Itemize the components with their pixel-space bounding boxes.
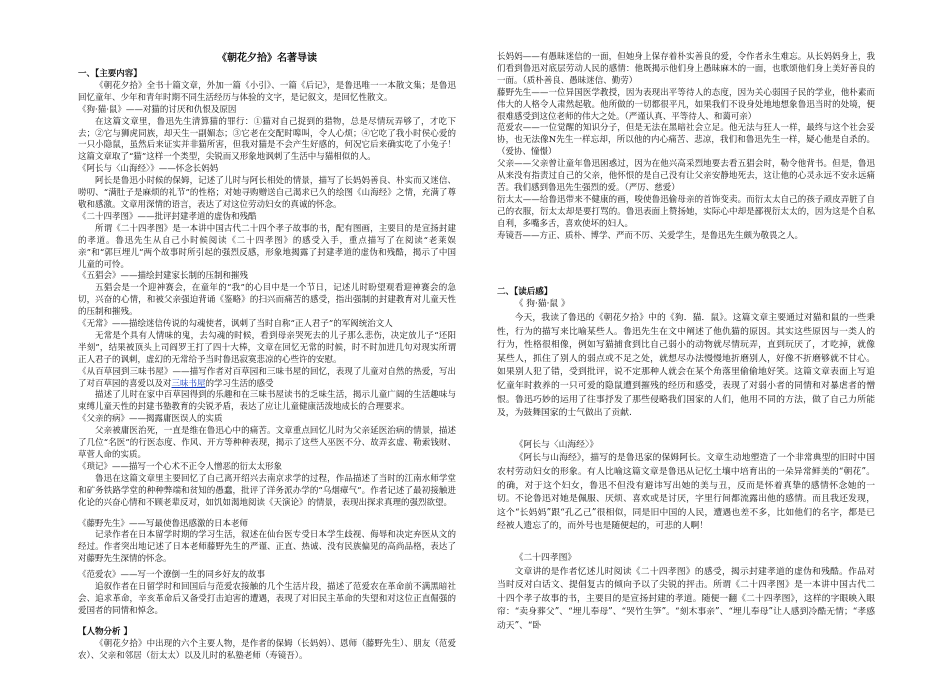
spacer — [78, 510, 456, 519]
essay-body-achang: 《阿长与山海经》，描写的是鲁迅家的保姆阿长。文章生动地塑造了一个非常典型的旧时中国农村劳动妇女的形象。有人比喻这篇文章是鲁迅从记忆土壤中培育出的一朵异常鲜美的“朝花”。的确，对于这个妇女，鲁迅不但没有避讳写出她的美与丑，反而是怀着真挚的感情怀念她的一切。不论鲁迅对她是佩服、厌烦、喜欢或是讨厌，字里行间都流露出他的感情。而且我还发现，这个“长妈妈”跟“孔乙己”很相似，同是旧中国的人民，遭遇也差不多，比如他们的名字，都是已经被人遗忘了的，而外号也是随便起的，可悲的人啊！ — [497, 453, 875, 532]
spacer — [497, 421, 875, 439]
chapter-summary-wuchanghui: 五猖会是一个迎神赛会，在童年的“我”的心目中是一个节日，记述儿时盼望观看迎神赛会的急切，兴奋的心情，和被父亲强迫背诵《鉴略》的扫兴而痛苦的感受，指出强制的封建教育对儿童天性的压制和摧残。 — [78, 283, 456, 318]
left-column — [78, 52, 456, 663]
character-yantaitai: 衍太太——给鲁迅带来不健康的画，唆使鲁迅偷母亲的首饰变卖。而衍太太自己的孩子顽皮弄脏了自己的衣服，衍太太却是要打骂的。鲁迅表面上赞扬她，实际心中却是鄙视衍太太的，因为这是个自私自利，多嘴多舌，喜欢使坏的妇人。 — [497, 194, 875, 229]
character-fanainong: 范爱农——一位觉醒的知识分子，但是无法在黑暗社会立足。他无法与狂人一样，最终与这个社会妥协，也无法像N先生一样忘却，所以他的内心痛苦、悲凉，我们和鲁迅先生一样，疑心他是自杀的。（爱协、憧憬） — [497, 123, 875, 158]
reflections-body — [497, 298, 875, 633]
spacer — [78, 618, 456, 627]
chapter-title-wuchang: 《无常》——描绘迷信传说的勾魂使者，讽刺了当时自称“正人君子”的军阀统治文人 — [78, 319, 393, 330]
intro-paragraph: 《朝花夕拾》全书十篇文章，外加一篇《小引》、一篇《后记》，是鲁迅唯一一本散文集；是鲁迅回忆童年、少年和青年时期不同生活经历与体验的文字，是记叙文，是回忆性散文。 — [78, 80, 456, 103]
character-analysis-intro: 《朝花夕拾》中出现的六个主要人物，是作者的保姆（长妈妈）、恩师（藤野先生）、朋友（范爱农）、父亲和邻居（衍太太）以及儿时的私塾老师（寿镜吾）。 — [78, 638, 456, 661]
right-column — [497, 52, 875, 633]
chapter-summary-fanainong: 追叙作者在日留学时和回国后与范爱农接触的几个生活片段，描述了范爱农在革命前不满黑暗社会、追求革命，辛亥革命后又备受打击迫害的遭遇，表现了对旧民主革命的失望和对这位正直倔强的爱国者的同情和悼念。 — [78, 582, 456, 616]
chapter-summary-gou-mao-shu: 在这篇文章里，鲁迅先生清算猫的罪行：①猫对自己捉到的猎物，总是尽情玩弄够了，才吃下去；②它与狮虎同族，却天生一副媚态；③它老在交配时嗥叫，令人心烦；④它吃了我小时侯心爱的一只小隐鼠，虽然后来证实并非猫所害，但我对猫是不会产生好感的，何况它后来确实吃了小兔子！这篇文章取了“猫”这样一个类型，尖锐而又形象地讽刺了生活中与猫相似的人。 — [78, 116, 456, 163]
chapter-title-baicaoyuan-end: 的学习生活的感受 — [205, 378, 274, 389]
character-tengye: 藤野先生——一位异国医学教授，因为表现出平等待人的态度，因为关心弱国子民的学业，他朴素而伟大的人格令人肃然起敬。他所做的一切都很平凡，如果我们不设身处地地想象鲁迅当时的处境，便很难感受到这位老师的伟大之处。（严谨认真、平等待人、和蔼可亲） — [497, 87, 875, 122]
section-heading-main-content: 一、【主要内容】 — [78, 69, 142, 79]
chapter-title-baicaoyuan — [78, 367, 456, 391]
chapter-title-baicaoyuan-text: 《从百草园到三味书屋》——描写作者对百草园和三味书屋的回忆，表现了儿童对自然的热爱，写出了对百草园的喜爱以及对 — [78, 366, 456, 389]
chapter-title-wuchanghui: 《五猖会》——描绘封建家长制的压制和摧残 — [78, 271, 249, 282]
essay-title-achang: 《阿长与〈山海经〉》 — [514, 439, 599, 450]
chapter-summary-wuchang: 无常是个具有人情味的鬼，去勾魂的时候，看到母亲哭死去的儿子那么悲伤，决定放儿子“还阳半刻”，结果被顶头上司阎罗王打了四十大棒，文章在回忆无常的时候，时不时加进几句对现实所谓正人君子的讽刺，虚幻的无常给予当时鲁迅寂寞悲凉的心些许的安慰。 — [78, 330, 456, 365]
character-father: 父亲——父亲曾让童年鲁迅困惑过，因为在他兴高采烈地要去看五猖会时，勒令他背书。但是，鲁迅从来没有指责过自己的父亲，他怀恨的是自己没有让父亲安静地死去，这让他的心灵永远不安永远痛苦。我们感到鲁迅先生强烈的爱。（严厉、慈爱） — [497, 159, 875, 193]
essay-body-gou-mao-shu: 今天，我读了鲁迅的《朝花夕拾》中的《狗．猫．鼠》。这篇文章主要通过对猫和鼠的一些秉性，行为的描写来比喻某些人。鲁迅先生在文中阐述了他仇猫的原因。其实这些原因与一类人的行为，性格很相像，例如写猫捕食到比自己弱小的动物就尽情玩弄，直到玩厌了，才吃掉，就像某些人，抓住了别人的弱点或不足之处，就想尽办法慢慢地折磨别人，好像不折磨够就不甘心。如果别人犯了错，受到批评，说不定那种人就会在某个角落里偷偷地好笑。这篇文章表面上写追忆童年时救养的一只可爱的隐鼠遭到摧残的经历和感受，表现了对弱小者的同情和对暴虐者的憎恨。鲁迅巧妙的运用了往事抒发了那些侵略我们国家的人们，他用不同的方法，做了自己力所能及，为鼓舞国家的士气做出了贡献. — [497, 313, 875, 419]
chapter-summary-tengye: 记录作者在日本留学时期的学习生活，叙述在仙台医专受日本学生歧视、侮辱和决定弃医从文的经过。作者突出地记述了日本老师藤野先生的严谨、正直、热诚、没有民族偏见的高尚品格，表达了对藤野先生深情的怀念。 — [78, 530, 456, 565]
chapter-title-suoji: 《琐记》——描写一个心术不正令人憎恶的衍太太形象 — [78, 461, 283, 472]
sanweishuwu-link[interactable]: 三味书屋 — [171, 378, 206, 389]
chapter-summary-fuqin: 父亲被庸医治死，一直是维在鲁迅心中的痛苦。文章重点回忆儿时为父亲延医治病的情景，描述了几位“名医”的行医态度、作风、开方等种种表现，揭示了这些人巫医不分、故弄玄虚、勒索钱财、草菅人命的实质。 — [78, 426, 456, 460]
chapter-summary-ershisi: 所谓《二十四孝图》是一本讲中国古代二十四个孝子故事的书，配有图画，主要目的是宣扬封建的孝道。鲁迅先生从自己小时候阅读《二十四孝图》的感受入手，重点描写了在阅读“老莱娱亲”和“郭巨埋儿”两个故事时所引起的强烈反感，形象地揭露了封建孝道的虚伪和残酷，揭示了中国儿童的可怜。 — [78, 223, 456, 270]
chapter-title-fuqin: 《父亲的病》——揭露庸医误人的实质 — [78, 414, 223, 425]
character-changmama: 长妈妈——有愚昧迷信的一面，但她身上保存着朴实善良的爱，令作者永生难忘。从长妈妈身上，我们看到鲁迅对底层劳动人民的感情：他既揭示他们身上愚昧麻木的一面，也歌颂他们身上美好善良的一面。（质朴善良、愚昧迷信、勤劳） — [497, 52, 875, 86]
spacer — [497, 243, 875, 287]
chapter-summary-baicaoyuan: 描述了儿时在家中百草园得到的乐趣和在三味书屋读书的乏味生活，揭示儿童广阔的生活趣味与束缚儿童天性的封建书塾教育的尖锐矛盾，表达了应让儿童健康活泼地成长的合理要求。 — [78, 390, 456, 413]
chapter-title-gou-mao-shu: 《狗·猫·鼠》——对猫的讨厌和仇恨及原因 — [78, 104, 237, 115]
chapter-summary-suoji: 鲁迅在这篇文章里主要回忆了自己离开绍兴去南京求学的过程，作品描述了当时的江南水师学堂和矿务铁路学堂的种种弊端和贫知的愚蠢，批评了洋务派办学的“乌烟瘴气”。作者记述了最初接触进化论的兴奋心情和不顾老辈反对，如饥如渴地阅读《天演论》的情景，表现出探求真理的强烈欲望。 — [78, 473, 456, 508]
chapter-title-achang: 《阿长与〈山海经〉》——怀念长妈妈 — [78, 164, 219, 175]
spacer — [497, 534, 875, 552]
section-heading-character-analysis: 【人物分析 】 — [78, 626, 132, 637]
chapter-title-fanainong: 《范爱农》——写一个潦倒一生的同乡好友的故事 — [78, 570, 266, 581]
chapter-title-tengye: 《藤野先生》——写最使鲁迅感激的日本老师 — [78, 518, 249, 529]
chapter-title-ershisi: 《二十四孝图》——批评封建孝道的虚伪和残酷 — [78, 211, 257, 222]
document-title: 《朝花夕拾》名著导读 — [217, 53, 317, 64]
essay-title-gou-mao-shu: 《 狗·猫·鼠 》 — [514, 299, 570, 310]
section-heading-reflections: 二、【读后感】 — [497, 286, 553, 297]
chapter-summary-achang: 阿长是鲁迅小时候的保姆，记述了儿时与阿长相处的情景，描写了长妈妈善良、朴实而又迷信、唠叨、“满肚子是麻烦的礼节”的性格；对她寻购赠送自己渴求已久的绘图《山海经》之情，充满了尊敬和感激。文章用深情的语言，表达了对这位劳动妇女的真诚的怀念。 — [78, 176, 456, 210]
essay-body-ershisi: 文章讲的是作者忆述儿时阅读《二十四孝图》的感受，揭示封建孝道的虚伪和残酷。作品对当时反对白话文、提倡复古的倾向予以了尖锐的抨击。所谓《二十四孝图》是一本讲中国古代二十四个孝子故事的书，主要目的是宣扬封建的孝道。随便一翻《二十四孝图》，这样的字眼映入眼帘：“卖身葬父”、“埋儿奉母”、“哭竹生笋”。“刻木事亲”、“埋儿奉母”让人感到冷酷无情；“孝感动天”、“卧 — [497, 566, 875, 631]
character-shoujingwu: 寿镜吾——方正、质朴、博学、严而不厉、关爱学生，是鲁迅先生颇为敬畏之人。 — [497, 230, 804, 241]
essay-title-ershisi: 《二十四孝图》 — [514, 552, 577, 563]
